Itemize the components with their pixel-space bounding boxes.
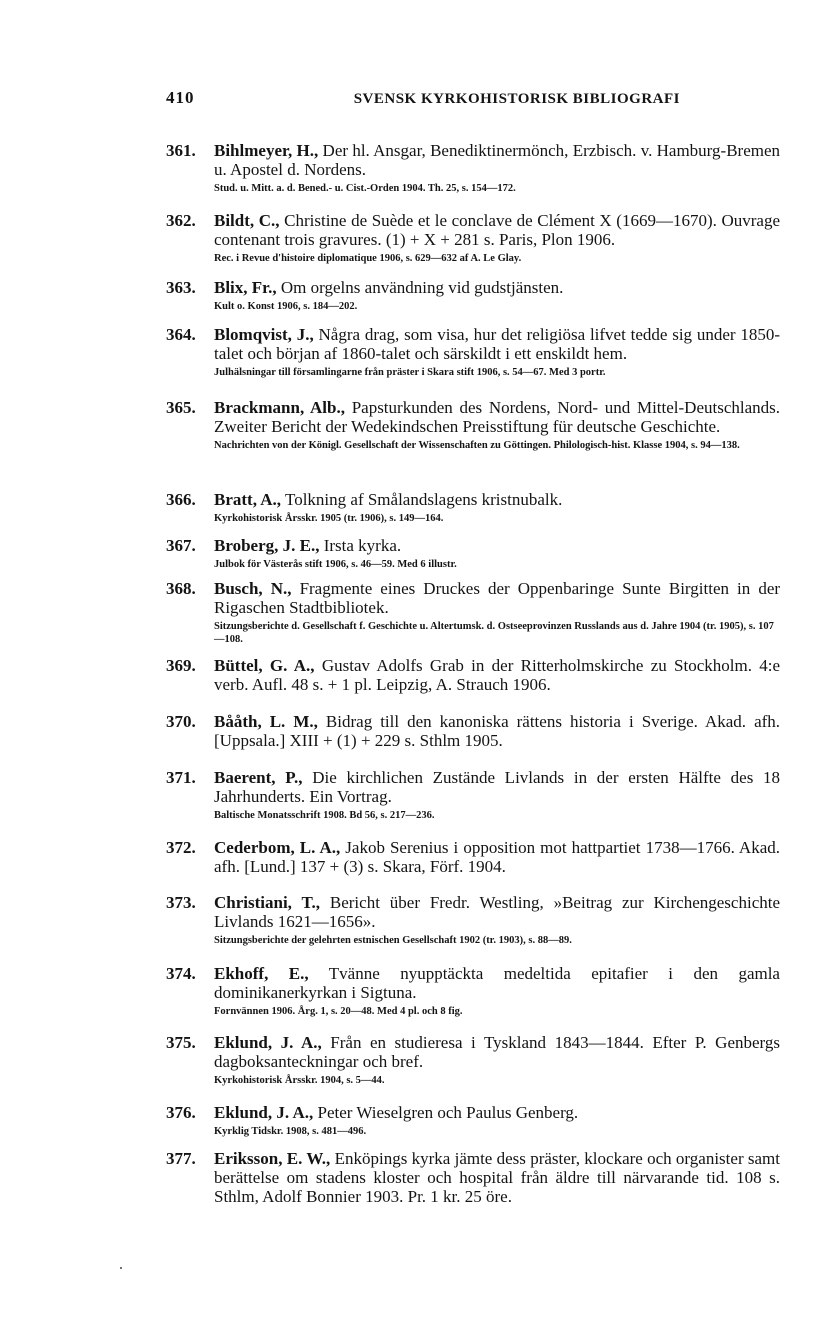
entry-main	[214, 579, 780, 617]
entry-main	[214, 712, 780, 750]
entry-main	[214, 211, 780, 249]
entry-author: Blomqvist, J.,	[214, 325, 314, 344]
entry-main	[214, 398, 780, 436]
entry-source: Kyrklig Tidskr. 1908, s. 481—496.	[214, 1126, 367, 1137]
entry-number: 377.	[166, 1149, 196, 1168]
entry-author: Eklund, J. A.,	[214, 1103, 314, 1122]
entry-main	[214, 490, 780, 509]
entry-source: Kult o. Konst 1906, s. 184—202.	[214, 301, 358, 312]
entry-title: Papsturkunden des Nordens, Nord- und Mittel-Deutschlands. Zweiter Bericht der Wedekindschen Preisstiftung für deutsche Geschichte.	[214, 398, 781, 436]
entry-source: Baltische Monatsschrift 1908. Bd 56, s. 217—236.	[214, 810, 435, 821]
entry-number: 361.	[166, 141, 196, 160]
entry-author: Ekhoff, E.,	[214, 964, 309, 983]
entry-title: Peter Wieselgren och Paulus Genberg.	[317, 1103, 579, 1122]
entry-title: Tvänne nyupptäckta medeltida epitafier i den gamla dominikanerkyrkan i Sigtuna.	[214, 964, 780, 1002]
entry-source: Julhälsningar till församlingarne från präster i Skara stift 1906, s. 54—67. Med 3 portr.	[214, 367, 606, 378]
entry-number: 364.	[166, 325, 196, 344]
entry-number: 369.	[166, 656, 196, 675]
entry-number: 372.	[166, 838, 196, 857]
entry-source: Sitzungsberichte d. Gesellschaft f. Geschichte u. Altertumsk. d. Ostseeprovinzen Russlands aus d. Jahre 1904 (tr. 1905), s. 107—108.	[214, 621, 774, 645]
entry-main	[214, 536, 780, 555]
entry-author: Blix, Fr.,	[214, 278, 277, 297]
entry-author: Christiani, T.,	[214, 893, 321, 912]
entry-number: 365.	[166, 398, 196, 417]
entry-main	[214, 1033, 780, 1071]
entry-main	[214, 278, 780, 297]
entry-source: Fornvännen 1906. Årg. 1, s. 20—48. Med 4 pl. och 8 fig.	[214, 1006, 463, 1017]
entry-title: Från en studieresa i Tyskland 1843—1844. Efter P. Genbergs dagboksanteckningar och bref.	[214, 1033, 781, 1071]
entry-title: Några drag, som visa, hur det religiösa lifvet tedde sig under 1850-talet och början af 1860-talet och särskildt i ett enskildt hem.	[214, 325, 780, 363]
entry-author: Bååth, L. M.,	[214, 712, 318, 731]
entry-author: Broberg, J. E.,	[214, 536, 320, 555]
entry-number: 363.	[166, 278, 196, 297]
entry-author: Büttel, G. A.,	[214, 656, 315, 675]
entry-title: Die kirchlichen Zustände Livlands in der ersten Hälfte des 18 Jahrhunderts. Ein Vortrag.	[214, 768, 781, 806]
page-header	[166, 88, 780, 114]
entry-author: Bratt, A.,	[214, 490, 282, 509]
entry-main	[214, 964, 780, 1002]
entry-author: Bildt, C.,	[214, 211, 280, 230]
entry-title: Bidrag till den kanoniska rättens historia i Sverige. Akad. afh. [Uppsala.] XIII + (1) + 229 s. Sthlm 1905.	[214, 712, 781, 750]
page-number: 410	[166, 88, 195, 107]
entry-author: Bihlmeyer, H.,	[214, 141, 319, 160]
entry-number: 371.	[166, 768, 196, 787]
entry-title: Gustav Adolfs Grab in der Ritterholmskirche zu Stockholm. 4:e verb. Aufl. 48 s. + 1 pl. Leipzig, A. Strauch 1906.	[214, 656, 781, 694]
entry-title: Jakob Serenius i opposition mot hattpartiet 1738—1766. Akad. afh. [Lund.] 137 + (3) s. Skara, Förf. 1904.	[214, 838, 780, 876]
entry-title: Om orgelns användning vid gudstjänsten.	[280, 278, 564, 297]
entry-author: Baerent, P.,	[214, 768, 303, 787]
entry-number: 374.	[166, 964, 196, 983]
entry-main	[214, 1149, 780, 1206]
entry-number: 373.	[166, 893, 196, 912]
entry-title: Fragmente eines Druckes der Oppenbaringe Sunte Birgitten in der Rigaschen Stadtbibliotek.	[214, 579, 781, 617]
entry-number: 368.	[166, 579, 196, 598]
entry-source: Nachrichten von der Königl. Gesellschaft der Wissenschaften zu Göttingen. Philologisch-hist. Klasse 1904, s. 94—138.	[214, 440, 740, 451]
entry-source: Kyrkohistorisk Årsskr. 1904, s. 5—44.	[214, 1075, 385, 1086]
entry-number: 375.	[166, 1033, 196, 1052]
entry-title: Christine de Suède et le conclave de Clément X (1669—1670). Ouvrage contenant trois gravures. (1) + X + 281 s. Paris, Plon 1906.	[214, 211, 781, 249]
entry-source: Sitzungsberichte der gelehrten estnischen Gesellschaft 1902 (tr. 1903), s. 88—89.	[214, 935, 572, 946]
entry-number: 362.	[166, 211, 196, 230]
entry-source: Stud. u. Mitt. a. d. Bened.- u. Cist.-Orden 1904. Th. 25, s. 154—172.	[214, 183, 516, 194]
entry-source: Rec. i Revue d'histoire diplomatique 1906, s. 629—632 af A. Le Glay.	[214, 253, 522, 264]
entry-main	[214, 325, 780, 363]
entry-author: Eklund, J. A.,	[214, 1033, 322, 1052]
running-head: SVENSK KYRKOHISTORISK BIBLIOGRAFI	[353, 91, 680, 107]
entry-author: Brackmann, Alb.,	[214, 398, 345, 417]
entry-main	[214, 656, 780, 694]
stray-mark	[120, 1267, 122, 1269]
entry-main	[214, 1103, 780, 1122]
entry-source: Julbok för Västerås stift 1906, s. 46—59. Med 6 illustr.	[214, 559, 457, 570]
entry-author: Busch, N.,	[214, 579, 292, 598]
entry-author: Eriksson, E. W.,	[214, 1149, 331, 1168]
entry-main	[214, 838, 780, 876]
entry-title: Der hl. Ansgar, Benediktinermönch, Erzbisch. v. Hamburg-Bremen u. Apostel d. Nordens.	[214, 141, 781, 179]
entry-number: 367.	[166, 536, 196, 555]
entry-main	[214, 768, 780, 806]
entry-source: Kyrkohistorisk Årsskr. 1905 (tr. 1906), s. 149—164.	[214, 513, 444, 524]
entry-title: Irsta kyrka.	[323, 536, 402, 555]
entry-main	[214, 141, 780, 179]
entry-title: Bericht über Fredr. Westling, »Beitrag zur Kirchengeschichte Livlands 1621—1656».	[214, 893, 781, 931]
entry-author: Cederbom, L. A.,	[214, 838, 341, 857]
entry-title: Tolkning af Smålandslagens kristnubalk.	[285, 490, 563, 509]
entry-number: 370.	[166, 712, 196, 731]
entry-number: 366.	[166, 490, 196, 509]
entry-title: Enköpings kyrka jämte dess präster, klockare och organister samt berättelse om stadens kloster och hospital från äldre till närvarande tid. 108 s. Sthlm, Adolf Bonnier 1903. Pr. 1 kr. 25 öre.	[214, 1149, 780, 1206]
entry-number: 376.	[166, 1103, 196, 1122]
entry-main	[214, 893, 780, 931]
